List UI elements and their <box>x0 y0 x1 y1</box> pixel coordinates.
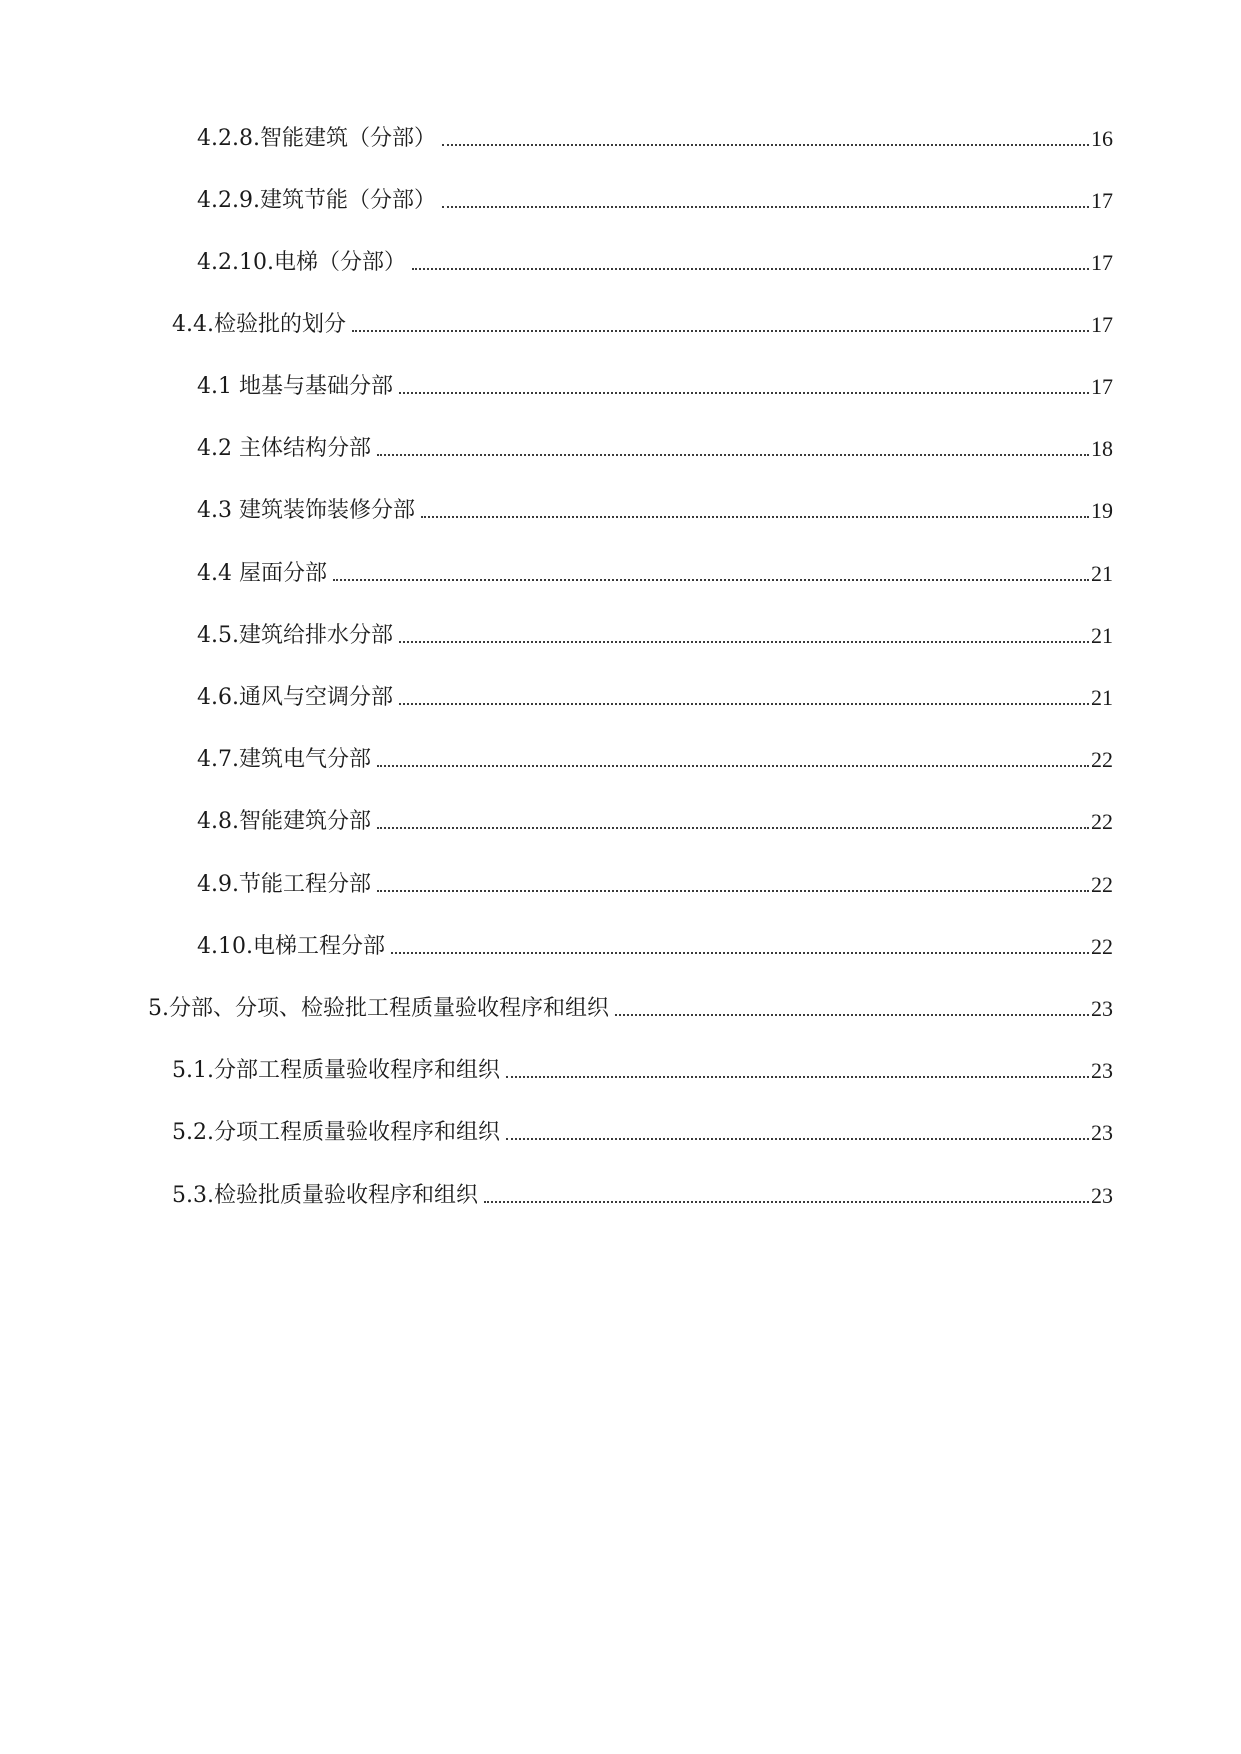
toc-entry-label: 4.2 主体结构分部 <box>197 436 371 461</box>
toc-entry[interactable] <box>197 735 1113 775</box>
toc-entry-page: 21 <box>1091 685 1113 710</box>
toc-entry-label: 4.1 地基与基础分部 <box>197 374 393 399</box>
toc-entry-page: 17 <box>1091 374 1113 399</box>
dot-leader <box>377 827 1089 829</box>
toc-entry-page: 23 <box>1091 1058 1113 1083</box>
toc-entry[interactable] <box>197 486 1113 526</box>
toc-entry-page: 22 <box>1091 809 1113 834</box>
toc-entry-label: 4.4 屋面分部 <box>197 561 327 586</box>
toc-entry[interactable] <box>197 238 1113 278</box>
toc-entry-label: 4.10.电梯工程分部 <box>197 934 385 959</box>
toc-entry[interactable] <box>172 1171 1113 1211</box>
toc-entry[interactable] <box>197 549 1113 589</box>
dot-leader <box>399 392 1089 394</box>
toc-entry[interactable] <box>197 922 1113 962</box>
toc-entry[interactable] <box>172 1108 1113 1148</box>
toc-entry-label: 4.3 建筑装饰装修分部 <box>197 498 415 523</box>
toc-entry-label: 4.7.建筑电气分部 <box>197 747 371 772</box>
toc-entry-page: 19 <box>1091 498 1113 523</box>
dot-leader <box>399 703 1089 705</box>
toc-entry-page: 17 <box>1091 312 1113 337</box>
dot-leader <box>391 952 1089 954</box>
toc-entry-label: 5.3.检验批质量验收程序和组织 <box>172 1183 478 1208</box>
toc-entry-label: 4.5.建筑给排水分部 <box>197 623 393 648</box>
toc-entry[interactable] <box>197 362 1113 402</box>
toc-entry[interactable] <box>197 673 1113 713</box>
toc-entry[interactable] <box>197 424 1113 464</box>
toc-entry[interactable] <box>197 797 1113 837</box>
toc-entry[interactable] <box>197 176 1113 216</box>
toc-entry-label: 4.2.10.电梯（分部） <box>197 250 406 275</box>
toc-entry-page: 21 <box>1091 561 1113 586</box>
dot-leader <box>506 1138 1089 1140</box>
dot-leader <box>506 1076 1089 1078</box>
dot-leader <box>399 641 1089 643</box>
toc-entry-label: 5.1.分部工程质量验收程序和组织 <box>172 1058 500 1083</box>
toc-entry-page: 23 <box>1091 1183 1113 1208</box>
toc-entry[interactable] <box>197 114 1113 154</box>
toc-entry-label: 4.6.通风与空调分部 <box>197 685 393 710</box>
toc-entry-label: 4.8.智能建筑分部 <box>197 809 371 834</box>
dot-leader <box>377 454 1089 456</box>
dot-leader <box>421 516 1089 518</box>
toc-entry-page: 22 <box>1091 934 1113 959</box>
dot-leader <box>333 579 1089 581</box>
dot-leader <box>484 1201 1089 1203</box>
toc-entry[interactable] <box>197 860 1113 900</box>
dot-leader <box>442 144 1089 146</box>
toc-entry-label: 4.2.9.建筑节能（分部） <box>197 188 436 213</box>
toc-entry-label: 4.2.8.智能建筑（分部） <box>197 126 436 151</box>
toc-entry-page: 17 <box>1091 250 1113 275</box>
toc-entry-page: 21 <box>1091 623 1113 648</box>
toc-entry-page: 17 <box>1091 188 1113 213</box>
toc-entry-page: 22 <box>1091 747 1113 772</box>
toc-entry-page: 16 <box>1091 126 1113 151</box>
toc-entry-label: 5.分部、分项、检验批工程质量验收程序和组织 <box>148 996 609 1021</box>
toc-entry[interactable] <box>197 611 1113 651</box>
dot-leader <box>412 268 1089 270</box>
toc-entry-label: 5.2.分项工程质量验收程序和组织 <box>172 1120 500 1145</box>
dot-leader <box>352 330 1089 332</box>
dot-leader <box>377 765 1089 767</box>
toc-entry[interactable] <box>172 1046 1113 1086</box>
toc-entry-page: 23 <box>1091 996 1113 1021</box>
toc-entry-label: 4.9.节能工程分部 <box>197 872 371 897</box>
dot-leader <box>442 206 1089 208</box>
toc-entry[interactable] <box>148 984 1113 1024</box>
toc-entry-page: 23 <box>1091 1120 1113 1145</box>
dot-leader <box>615 1014 1089 1016</box>
toc-entry-page: 22 <box>1091 872 1113 897</box>
toc-entry-label: 4.4.检验批的划分 <box>172 312 346 337</box>
toc-entry[interactable] <box>172 300 1113 340</box>
toc-entry-page: 18 <box>1091 436 1113 461</box>
dot-leader <box>377 890 1089 892</box>
